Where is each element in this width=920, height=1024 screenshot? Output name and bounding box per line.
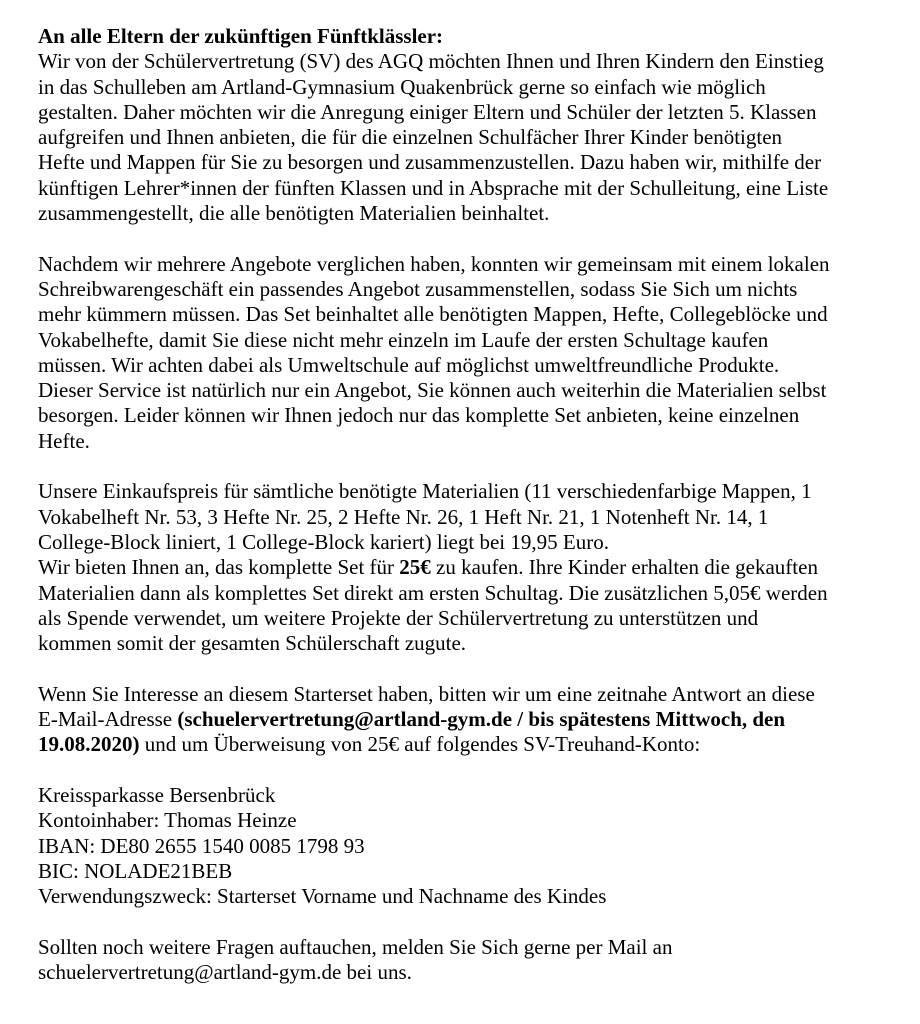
- text-line: [38, 581, 890, 606]
- closing-paragraph: [38, 935, 890, 986]
- text-run: Vokabelhefte, damit Sie diese nicht mehr einzeln im Laufe der ersten Schultage kaufen: [38, 327, 769, 352]
- text-run: Verwendungszweck: Starterset Vorname und Nachname des Kindes: [38, 884, 607, 909]
- text-line: [38, 302, 890, 327]
- text-run: schuelervertretung@artland-gym.de bei uns.: [38, 959, 412, 984]
- text-line: [38, 125, 890, 150]
- text-line: [38, 606, 890, 631]
- text-run: als Spende verwendet, um weitere Projekte der Schülervertretung zu unterstützen und: [38, 605, 759, 630]
- text-line: [38, 631, 890, 656]
- text-line: [38, 24, 890, 49]
- text-run: BIC: NOLADE21BEB: [38, 858, 233, 883]
- text-line: [38, 859, 890, 884]
- text-line: [38, 479, 890, 504]
- text-run: Hefte.: [38, 428, 90, 453]
- text-run: und um Überweisung von 25€ auf folgendes SV-Treuhand-Konto:: [139, 732, 701, 757]
- text-line: [38, 834, 890, 859]
- text-line: [38, 960, 890, 985]
- text-run: aufgreifen und Ihnen anbieten, die für die einzelnen Schulfächer Ihrer Kinder benötigten: [38, 125, 783, 150]
- text-line: [38, 353, 890, 378]
- document-body: [38, 24, 890, 985]
- text-line: [38, 150, 890, 175]
- text-run: müssen. Wir achten dabei als Umweltschule auf möglichst umweltfreundliche Produkte.: [38, 352, 780, 377]
- text-line: [38, 49, 890, 74]
- text-line: [38, 75, 890, 100]
- bold-text-run: 25€: [399, 555, 431, 580]
- text-run: in das Schulleben am Artland-Gymnasium Quakenbrück gerne so einfach wie möglich: [38, 74, 766, 99]
- text-run: künftigen Lehrer*innen der fünften Klassen und in Absprache mit der Schulleitung, eine Liste: [38, 175, 829, 200]
- text-run: Materialien dann als komplettes Set direkt am ersten Schultag. Die zusätzlichen 5,05€ werden: [38, 580, 828, 605]
- text-run: College-Block liniert, 1 College-Block kariert) liegt bei 19,95 Euro.: [38, 529, 609, 554]
- text-run: Kreissparkasse Bersenbrück: [38, 782, 276, 807]
- text-line: [38, 429, 890, 454]
- text-line: [38, 176, 890, 201]
- text-line: [38, 530, 890, 555]
- text-line: [38, 935, 890, 960]
- text-line: [38, 378, 890, 403]
- text-line: [38, 884, 890, 909]
- text-line: [38, 201, 890, 226]
- text-run: Dieser Service ist natürlich nur ein Angebot, Sie können auch weiterhin die Materialien selbst: [38, 378, 827, 403]
- bold-text-run: 19.08.2020): [38, 732, 140, 757]
- text-run: zusammengestellt, die alle benötigten Materialien beinhaltet.: [38, 201, 550, 226]
- text-run: Wir von der Schülervertretung (SV) des AGQ möchten Ihnen und Ihren Kindern den Einstieg: [38, 49, 824, 74]
- text-line: [38, 707, 890, 732]
- text-line: [38, 732, 890, 757]
- text-run: Vokabelheft Nr. 53, 3 Hefte Nr. 25, 2 Hefte Nr. 26, 1 Heft Nr. 21, 1 Notenheft Nr. 14, 1: [38, 504, 769, 529]
- text-run: zu kaufen. Ihre Kinder erhalten die gekauften: [430, 555, 818, 580]
- text-run: IBAN: DE80 2655 1540 0085 1798 93: [38, 833, 365, 858]
- text-run: E-Mail-Adresse: [38, 707, 178, 732]
- text-run: Kontoinhaber: Thomas Heinze: [38, 808, 297, 833]
- text-line: [38, 277, 890, 302]
- text-line: [38, 555, 890, 580]
- price-paragraph: [38, 479, 890, 656]
- intro-paragraph: [38, 24, 890, 226]
- text-run: Wir bieten Ihnen an, das komplette Set für: [38, 555, 400, 580]
- text-line: [38, 505, 890, 530]
- bold-text-run: (schuelervertretung@artland-gym.de / bis spätestens Mittwoch, den: [177, 707, 786, 732]
- text-run: mehr kümmern müssen. Das Set beinhaltet alle benötigten Mappen, Hefte, Collegeblöcke und: [38, 302, 828, 327]
- text-run: kommen somit der gesamten Schülerschaft zugute.: [38, 631, 467, 656]
- text-line: [38, 252, 890, 277]
- text-line: [38, 808, 890, 833]
- bold-text-run: An alle Eltern der zukünftigen Fünftklässler:: [38, 24, 444, 48]
- text-line: [38, 403, 890, 428]
- reply-instructions-paragraph: [38, 682, 890, 758]
- text-run: gestalten. Daher möchten wir die Anregung einiger Eltern und Schüler der letzten 5. Klassen: [38, 99, 817, 124]
- text-run: Schreibwarengeschäft ein passendes Angebot zusammenstellen, sodass Sie Sich um nichts: [38, 276, 798, 301]
- text-run: Wenn Sie Interesse an diesem Starterset haben, bitten wir um eine zeitnahe Antwort an diese: [38, 681, 815, 706]
- text-line: [38, 783, 890, 808]
- bank-details-paragraph: [38, 783, 890, 909]
- text-run: Nachdem wir mehrere Angebote verglichen haben, konnten wir gemeinsam mit einem lokalen: [38, 251, 830, 276]
- text-run: Unsere Einkaufspreis für sämtliche benötigte Materialien (11 verschiedenfarbige Mappen, 1: [38, 479, 812, 504]
- text-run: Hefte und Mappen für Sie zu besorgen und zusammenzustellen. Dazu haben wir, mithilfe der: [38, 150, 822, 175]
- text-line: [38, 328, 890, 353]
- text-run: Sollten noch weitere Fragen auftauchen, melden Sie Sich gerne per Mail an: [38, 934, 673, 959]
- offer-paragraph: [38, 252, 890, 454]
- text-line: [38, 100, 890, 125]
- text-run: besorgen. Leider können wir Ihnen jedoch nur das komplette Set anbieten, keine einzelnen: [38, 403, 800, 428]
- text-line: [38, 682, 890, 707]
